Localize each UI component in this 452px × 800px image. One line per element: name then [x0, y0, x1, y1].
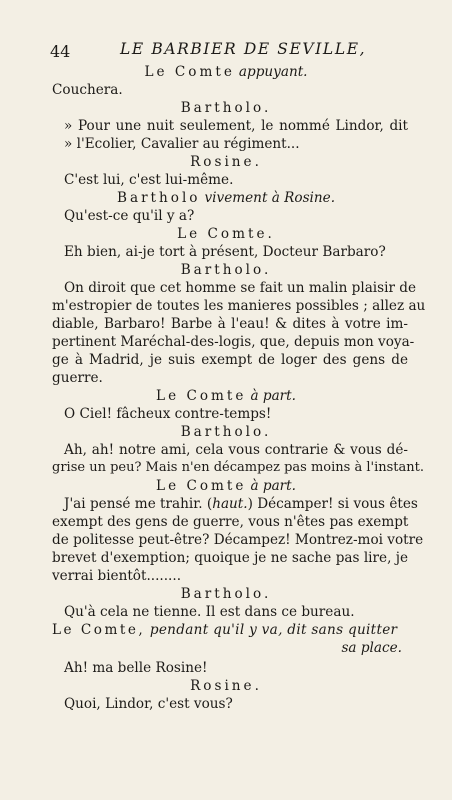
speaker-name: Le Comte	[156, 388, 247, 404]
dialogue-line: » l'Ecolier, Cavalier au régiment...	[64, 136, 300, 152]
stage-direction: vivement à Rosine.	[204, 190, 336, 206]
speaker-name: Le Comte,	[52, 622, 146, 638]
dialogue-line: » Pour une nuit seulement, le nommé Lindor, dit	[64, 118, 408, 134]
stage-direction: à part.	[250, 388, 296, 404]
speaker-heading: Bartholo.	[180, 424, 272, 440]
page-header	[50, 40, 406, 62]
speaker-heading: Rosine.	[190, 678, 262, 694]
dialogue-line: On diroit que cet homme se fait un malin plaisir de	[64, 280, 417, 296]
dialogue-line: C'est lui, c'est lui-même.	[64, 172, 234, 188]
dialogue-line: brevet d'exemption; quoique je ne sache pas lire, je	[52, 550, 408, 566]
dialogue-line: exempt des gens de guerre, vous n'êtes pas exempt	[52, 514, 409, 530]
speaker-heading: Bartholo.	[180, 100, 272, 116]
dialogue-line: grise un peu? Mais n'en décampez pas moins à l'instant.	[52, 460, 424, 475]
speaker-name: Le Comte	[144, 64, 235, 80]
speaker-heading: Bartholo.	[180, 586, 272, 602]
dialogue-line: Ah! ma belle Rosine!	[64, 660, 208, 676]
dialogue-line: Couchera.	[52, 82, 123, 98]
speaker-heading	[0, 64, 452, 80]
stage-direction: appuyant.	[238, 64, 308, 80]
page-number: 44	[50, 42, 71, 61]
dialogue-line: Qu'à cela ne tienne. Il est dans ce bureau.	[64, 604, 355, 620]
speaker-heading	[0, 190, 452, 206]
speaker-name: Le Comte	[156, 478, 247, 494]
dialogue-line: O Ciel! fâcheux contre-temps!	[64, 406, 272, 422]
dialogue-line: Eh bien, ai-je tort à présent, Docteur Barbaro?	[64, 244, 386, 260]
speaker-heading: Le Comte.	[177, 226, 275, 242]
dialogue-line: guerre.	[52, 370, 103, 386]
speaker-heading: Rosine.	[190, 154, 262, 170]
dialogue-line: J'ai pensé me trahir. (haut.) Décamper! si vous êtes	[64, 496, 418, 512]
speaker-heading	[52, 622, 408, 638]
dialogue-line: diable, Barbaro! Barbe à l'eau! & dites à votre im-	[52, 316, 408, 332]
speaker-heading	[0, 388, 452, 404]
dialogue-line: m'estropier de toutes les manieres possibles ; allez au	[52, 298, 426, 314]
dialogue-line: de politesse peut-être? Décampez! Montrez-moi votre	[52, 532, 424, 548]
dialogue-line: Ah, ah! notre ami, cela vous contrarie & vous dé-	[64, 442, 408, 458]
running-title: LE BARBIER DE SEVILLE,	[120, 40, 367, 58]
stage-direction: haut.	[212, 496, 248, 512]
dialogue-line: Quoi, Lindor, c'est vous?	[64, 696, 233, 712]
speaker-heading: Bartholo.	[180, 262, 272, 278]
dialogue-line: ge à Madrid, je suis exempt de loger des gens de	[52, 352, 408, 368]
stage-direction: sa place.	[341, 640, 402, 656]
stage-direction: pendant qu'il y va, dit sans quitter	[149, 622, 398, 638]
dialogue-line: Qu'est-ce qu'il y a?	[64, 208, 195, 224]
dialogue-line: verrai bientôt........	[52, 568, 182, 584]
stage-direction: à part.	[250, 478, 296, 494]
speaker-name: Bartholo	[116, 190, 201, 206]
speaker-heading	[0, 478, 452, 494]
dialogue-line: pertinent Maréchal-des-logis, que, depuis mon voya-	[52, 334, 415, 350]
